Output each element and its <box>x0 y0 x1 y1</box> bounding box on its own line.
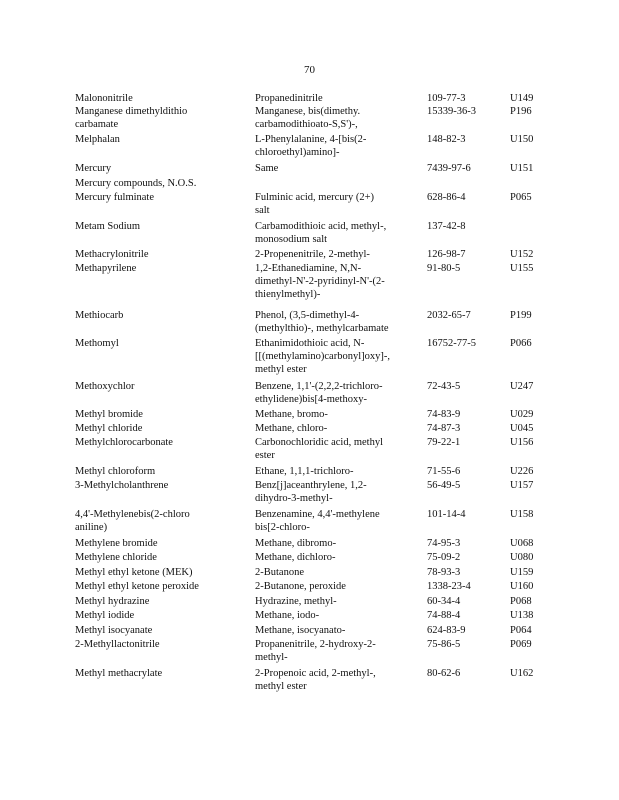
chemical-name: Methyl methacrylate <box>75 668 163 679</box>
chemical-name: Methacrylonitrile <box>75 249 149 260</box>
chemical-synonym: Carbonochloridic acid, methyl ester <box>255 437 384 461</box>
waste-code: U151 <box>510 163 534 174</box>
chemical-synonym: 2-Butanone <box>255 567 304 578</box>
cas-number: 60-34-4 <box>427 596 461 607</box>
chemical-synonym: Manganese, bis(dimethy. carbamodithioato-S,S')-, <box>255 106 361 130</box>
waste-code: U155 <box>510 263 534 274</box>
waste-code: U138 <box>510 610 534 621</box>
cas-number: 79-22-1 <box>427 437 461 448</box>
cas-number: 7439-97-6 <box>427 163 471 174</box>
waste-code: U045 <box>510 423 534 434</box>
waste-code: P199 <box>510 310 532 321</box>
chemical-name: Methapyrilene <box>75 263 137 274</box>
waste-code: U158 <box>510 509 534 520</box>
waste-code: U149 <box>510 93 534 104</box>
waste-code: U150 <box>510 134 534 145</box>
waste-code: U226 <box>510 466 534 477</box>
chemical-name: Metam Sodium <box>75 221 141 232</box>
cas-number: 74-87-3 <box>427 423 461 434</box>
chemical-synonym: 1,2-Ethanediamine, N,N- dimethyl-N'-2-pyridinyl-N'-(2- thienylmethyl)- <box>255 263 385 300</box>
cas-number: 16752-77-5 <box>427 338 476 349</box>
waste-code: P069 <box>510 639 532 650</box>
chemical-name: Methoxychlor <box>75 381 135 392</box>
chemical-synonym: Phenol, (3,5-dimethyl-4- (methylthio)-, methylcarbamate <box>255 310 389 334</box>
chemical-synonym: 2-Butanone, peroxide <box>255 581 346 592</box>
chemical-synonym: Methane, bromo- <box>255 409 328 420</box>
cas-number: 74-83-9 <box>427 409 461 420</box>
chemical-name: Mercury <box>75 163 112 174</box>
waste-code: U162 <box>510 668 534 679</box>
waste-code: P064 <box>510 625 532 636</box>
chemical-synonym: 2-Propenenitrile, 2-methyl- <box>255 249 370 260</box>
chemical-name: Melphalan <box>75 134 120 145</box>
cas-number: 2032-65-7 <box>427 310 471 321</box>
waste-code: U029 <box>510 409 534 420</box>
chemical-name: Methyl ethyl ketone (MEK) <box>75 567 193 578</box>
chemical-name: Mercury fulminate <box>75 192 155 203</box>
chemical-synonym: Fulminic acid, mercury (2+) salt <box>255 192 375 216</box>
cas-number: 74-88-4 <box>427 610 461 621</box>
cas-number: 1338-23-4 <box>427 581 471 592</box>
waste-code: U068 <box>510 538 534 549</box>
cas-number: 72-43-5 <box>427 381 461 392</box>
chemical-name: Methyl chloroform <box>75 466 156 477</box>
chemical-synonym: Benzenamine, 4,4'-methylene bis[2-chloro- <box>255 509 380 533</box>
chemical-synonym: Propanedinitrile <box>255 93 323 104</box>
chemical-name: Methylene chloride <box>75 552 157 563</box>
waste-code: P066 <box>510 338 532 349</box>
waste-code: P068 <box>510 596 532 607</box>
cas-number: 80-62-6 <box>427 668 461 679</box>
chemical-synonym: Methane, isocyanato- <box>255 625 346 636</box>
chemical-name: Methyl bromide <box>75 409 143 420</box>
waste-code: U080 <box>510 552 534 563</box>
cas-number: 78-93-3 <box>427 567 461 578</box>
cas-number: 148-82-3 <box>427 134 466 145</box>
waste-code: U156 <box>510 437 534 448</box>
chemical-synonym: Methane, chloro- <box>255 423 328 434</box>
chemical-synonym: L-Phenylalanine, 4-[bis(2- chloroethyl)amino]- <box>255 134 367 158</box>
page-number: 70 <box>304 64 315 76</box>
cas-number: 126-98-7 <box>427 249 466 260</box>
waste-code: U159 <box>510 567 534 578</box>
chemical-name: Methyl ethyl ketone peroxide <box>75 581 199 592</box>
chemical-name: Malononitrile <box>75 93 133 104</box>
cas-number: 624-83-9 <box>427 625 466 636</box>
cas-number: 75-86-5 <box>427 639 461 650</box>
waste-code: U160 <box>510 581 534 592</box>
chemical-synonym: Methane, dibromo- <box>255 538 337 549</box>
chemical-synonym: Methane, dichloro- <box>255 552 336 563</box>
chemical-name: Mercury compounds, N.O.S. <box>75 178 197 189</box>
chemical-synonym: Benzene, 1,1'-(2,2,2-trichloro- ethylidene)bis[4-methoxy- <box>255 381 383 405</box>
chemical-name: 2-Methyllactonitrile <box>75 639 160 650</box>
cas-number: 109-77-3 <box>427 93 466 104</box>
chemical-name: Methomyl <box>75 338 119 349</box>
chemical-synonym: Carbamodithioic acid, methyl-, monosodium salt <box>255 221 387 245</box>
chemical-synonym: Benz[j]aceanthrylene, 1,2- dihydro-3-methyl- <box>255 480 367 504</box>
waste-code: U152 <box>510 249 534 260</box>
waste-code: U157 <box>510 480 534 491</box>
chemical-name: Methylene bromide <box>75 538 158 549</box>
chemical-name: Methyl chloride <box>75 423 143 434</box>
chemical-synonym: Hydrazine, methyl- <box>255 596 337 607</box>
chemical-synonym: Same <box>255 163 279 174</box>
waste-code: P196 <box>510 106 532 117</box>
cas-number: 71-55-6 <box>427 466 461 477</box>
chemical-synonym: Methane, iodo- <box>255 610 320 621</box>
chemical-name: 3-Methylcholanthrene <box>75 480 169 491</box>
cas-number: 75-09-2 <box>427 552 461 563</box>
cas-number: 74-95-3 <box>427 538 461 549</box>
chemical-name: Methyl hydrazine <box>75 596 150 607</box>
chemical-name: Methyl isocyanate <box>75 625 153 636</box>
cas-number: 56-49-5 <box>427 480 461 491</box>
chemical-synonym: Ethanimidothioic acid, N- [[(methylamino)carbonyl]oxy]-, methyl ester <box>255 338 390 375</box>
cas-number: 15339-36-3 <box>427 106 476 117</box>
chemical-name: 4,4'-Methylenebis(2-chloro aniline) <box>75 509 190 533</box>
chemical-name: Methylchlorocarbonate <box>75 437 173 448</box>
chemical-name: Methyl iodide <box>75 610 135 621</box>
chemical-synonym: Propanenitrile, 2-hydroxy-2- methyl- <box>255 639 376 663</box>
cas-number: 91-80-5 <box>427 263 461 274</box>
cas-number: 628-86-4 <box>427 192 466 203</box>
chemical-synonym: 2-Propenoic acid, 2-methyl-, methyl ester <box>255 668 376 692</box>
chemical-name: Methiocarb <box>75 310 124 321</box>
cas-number: 137-42-8 <box>427 221 466 232</box>
waste-code: P065 <box>510 192 532 203</box>
waste-code: U247 <box>510 381 534 392</box>
chemical-name: Manganese dimethyldithio carbamate <box>75 106 188 130</box>
cas-number: 101-14-4 <box>427 509 466 520</box>
chemical-synonym: Ethane, 1,1,1-trichloro- <box>255 466 354 477</box>
